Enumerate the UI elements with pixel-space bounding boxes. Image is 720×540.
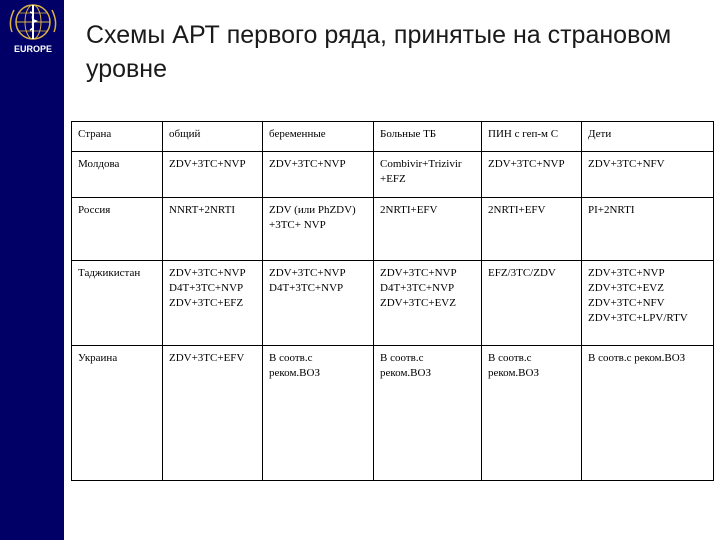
table-cell: В соотв.с реком.ВОЗ: [374, 346, 482, 481]
page-title: Схемы АРТ первого ряда, принятые на страновом уровне: [86, 21, 672, 83]
table-row: [72, 261, 714, 346]
table-row: [72, 198, 714, 261]
header-cell: Дети: [582, 122, 714, 152]
table-cell: ZDV+3TC+NVP: [263, 152, 374, 198]
table-cell: 2NRTI+EFV: [374, 198, 482, 261]
logo-text: EUROPE: [13, 44, 52, 54]
country-cell: Украина: [72, 346, 163, 481]
table-cell: ZDV+3TC+NVP D4T+3TC+NVP ZDV+3TC+EFZ: [163, 261, 263, 346]
table-header-row: [72, 122, 714, 152]
table-row: [72, 346, 714, 481]
table-cell: ZDV (или PhZDV) +3TC+ NVP: [263, 198, 374, 261]
header-cell: Больные ТБ: [374, 122, 482, 152]
table-cell: ZDV+3TC+EFV: [163, 346, 263, 481]
table-cell: ZDV+3TC+NVP: [482, 152, 582, 198]
table-cell: EFZ/3TC/ZDV: [482, 261, 582, 346]
table-cell: ZDV+3TC+NFV: [582, 152, 714, 198]
table-cell: В соотв.с реком.ВОЗ: [482, 346, 582, 481]
table-cell: PI+2NRTI: [582, 198, 714, 261]
header-cell: беременные: [263, 122, 374, 152]
table-cell: ZDV+3TC+NVP ZDV+3TC+EVZ ZDV+3TC+NFV ZDV+3TC+LPV/RTV: [582, 261, 714, 346]
table-cell: В соотв.с реком.ВОЗ: [263, 346, 374, 481]
table-row: [72, 152, 714, 198]
header-cell: общий: [163, 122, 263, 152]
table-cell: NNRT+2NRTI: [163, 198, 263, 261]
country-cell: Молдова: [72, 152, 163, 198]
table-cell: Combivir+Trizivir +EFZ: [374, 152, 482, 198]
table-cell: ZDV+3TC+NVP D4T+3TC+NVP ZDV+3TC+EVZ: [374, 261, 482, 346]
regimen-table: [71, 121, 714, 481]
country-cell: Таджикистан: [72, 261, 163, 346]
sidebar: [0, 0, 64, 540]
table-cell: 2NRTI+EFV: [482, 198, 582, 261]
who-europe-logo: [4, 2, 62, 58]
table-cell: ZDV+3TC+NVP D4T+3TC+NVP: [263, 261, 374, 346]
header-cell: ПИН с геп-м С: [482, 122, 582, 152]
regimen-table-wrap: [71, 121, 713, 480]
who-emblem-icon: [4, 2, 62, 44]
country-cell: Россия: [72, 198, 163, 261]
table-cell: ZDV+3TC+NVP: [163, 152, 263, 198]
header-cell: Страна: [72, 122, 163, 152]
table-cell: В соотв.с реком.ВОЗ: [582, 346, 714, 481]
